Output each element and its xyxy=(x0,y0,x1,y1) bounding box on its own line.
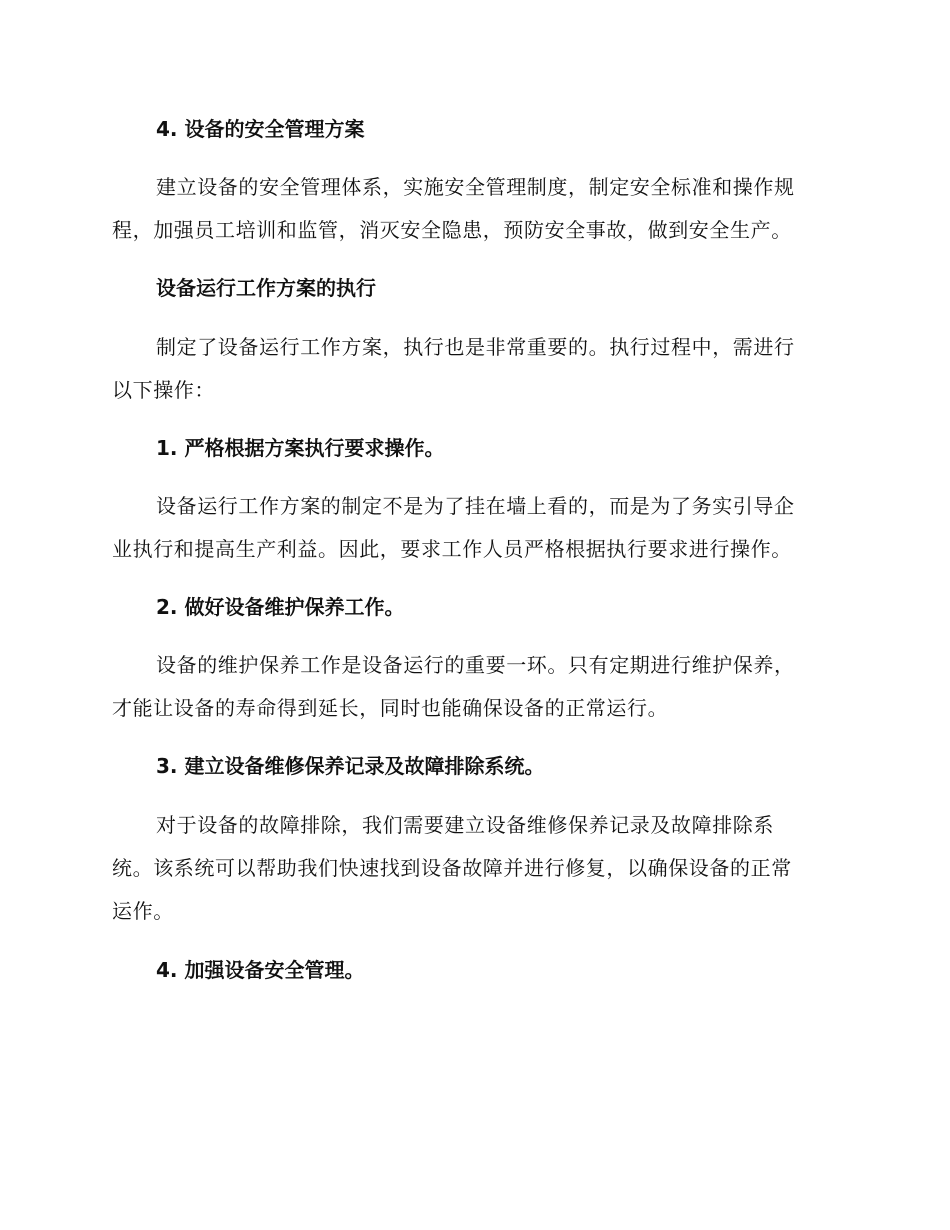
paragraph-line: 设备的维护保养工作是设备运行的重要一环。只有定期进行维护保养， xyxy=(156,653,795,677)
paragraph-line: 建立设备的安全管理体系，实施安全管理制度，制定安全标准和操作规 xyxy=(156,175,795,199)
section-heading: 4. 加强设备安全管理。 xyxy=(156,958,365,982)
section-paragraph xyxy=(112,166,832,252)
section-paragraph xyxy=(112,644,832,730)
paragraph-line: 才能让设备的寿命得到延长，同时也能确保设备的正常运行。 xyxy=(112,696,669,720)
section-paragraph xyxy=(112,326,832,412)
section-paragraph xyxy=(112,485,832,571)
paragraph-line: 制定了设备运行工作方案，执行也是非常重要的。执行过程中，需进行 xyxy=(156,335,795,359)
paragraph-line: 程，加强员工培训和监管，消灭安全隐患，预防安全事故，做到安全生产。 xyxy=(112,218,792,242)
section-heading: 3. 建立设备维修保养记录及故障排除系统。 xyxy=(156,754,545,778)
section-heading: 2. 做好设备维护保养工作。 xyxy=(156,595,405,619)
section-heading: 设备运行工作方案的执行 xyxy=(156,276,376,300)
paragraph-line: 对于设备的故障排除，我们需要建立设备维修保养记录及故障排除系 xyxy=(156,813,774,837)
section-paragraph xyxy=(112,804,832,933)
section-heading: 4. 设备的安全管理方案 xyxy=(156,117,365,141)
paragraph-line: 运作。 xyxy=(112,899,174,923)
paragraph-line: 设备运行工作方案的制定不是为了挂在墙上看的，而是为了务实引导企 xyxy=(156,494,795,518)
paragraph-line: 以下操作： xyxy=(112,378,215,402)
paragraph-line: 业执行和提高生产利益。因此，要求工作人员严格根据执行要求进行操作。 xyxy=(112,537,792,561)
section-heading: 1. 严格根据方案执行要求操作。 xyxy=(156,436,445,460)
paragraph-line: 统。该系统可以帮助我们快速找到设备故障并进行修复，以确保设备的正常 xyxy=(112,856,792,880)
